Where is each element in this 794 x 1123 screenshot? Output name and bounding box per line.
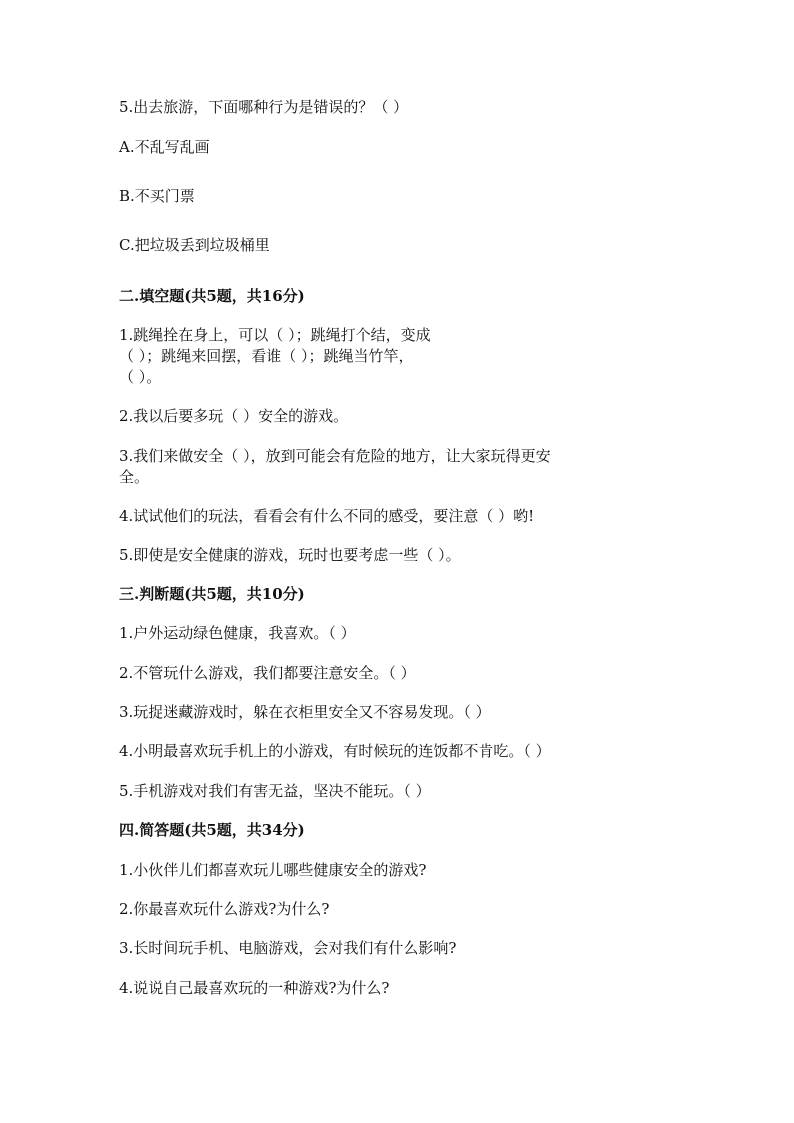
option-b: B.不买门票 — [119, 187, 195, 205]
fill-question-4: 4.试试他们的玩法，看看会有什么不同的感受，要注意（ ）哟! — [119, 507, 535, 525]
fill-question-5: 5.即使是安全健康的游戏，玩时也要考虑一些（ ）。 — [119, 546, 461, 564]
question-5-choice: 5.出去旅游，下面哪种行为是错误的？（ ） — [119, 98, 409, 116]
fill-question-1-line-3: （ ）。 — [119, 368, 162, 386]
judge-question-2: 2.不管玩什么游戏，我们都要注意安全。（ ） — [119, 664, 416, 682]
judge-question-1: 1.户外运动绿色健康，我喜欢。（ ） — [119, 624, 356, 642]
fill-question-1-line-2: （ ）；跳绳来回摆，看谁（ ）；跳绳当竹竿， — [119, 347, 414, 365]
judge-question-3: 3.玩捉迷藏游戏时，躲在衣柜里安全又不容易发现。（ ） — [119, 703, 491, 721]
fill-question-3-line-1: 3.我们来做安全（ ），放到可能会有危险的地方，让大家玩得更安 — [119, 447, 551, 465]
option-c: C.把垃圾丢到垃圾桶里 — [119, 236, 270, 254]
section-title-judgement: 三.判断题(共5题，共10分) — [119, 585, 305, 603]
short-answer-question-3: 3.长时间玩手机、电脑游戏，会对我们有什么影响? — [119, 939, 457, 957]
fill-question-3-line-2: 全。 — [119, 468, 150, 486]
section-title-fill-blank: 二.填空题(共5题，共16分) — [119, 287, 305, 305]
fill-question-2: 2.我以后要多玩（ ）安全的游戏。 — [119, 407, 349, 425]
short-answer-question-1: 1.小伙伴儿们都喜欢玩儿哪些健康安全的游戏? — [119, 861, 427, 879]
fill-question-1-line-1: 1.跳绳拴在身上，可以（ ）；跳绳打个结，变成 — [119, 326, 431, 344]
judge-question-5: 5.手机游戏对我们有害无益，坚决不能玩。（ ） — [119, 782, 431, 800]
short-answer-question-4: 4.说说自己最喜欢玩的一种游戏?为什么? — [119, 979, 390, 997]
section-title-short-answer: 四.简答题(共5题，共34分) — [119, 821, 305, 839]
judge-question-4: 4.小明最喜欢玩手机上的小游戏，有时候玩的连饭都不肯吃。（ ） — [119, 742, 551, 760]
short-answer-question-2: 2.你最喜欢玩什么游戏?为什么? — [119, 900, 330, 918]
option-a: A.不乱写乱画 — [119, 138, 210, 156]
